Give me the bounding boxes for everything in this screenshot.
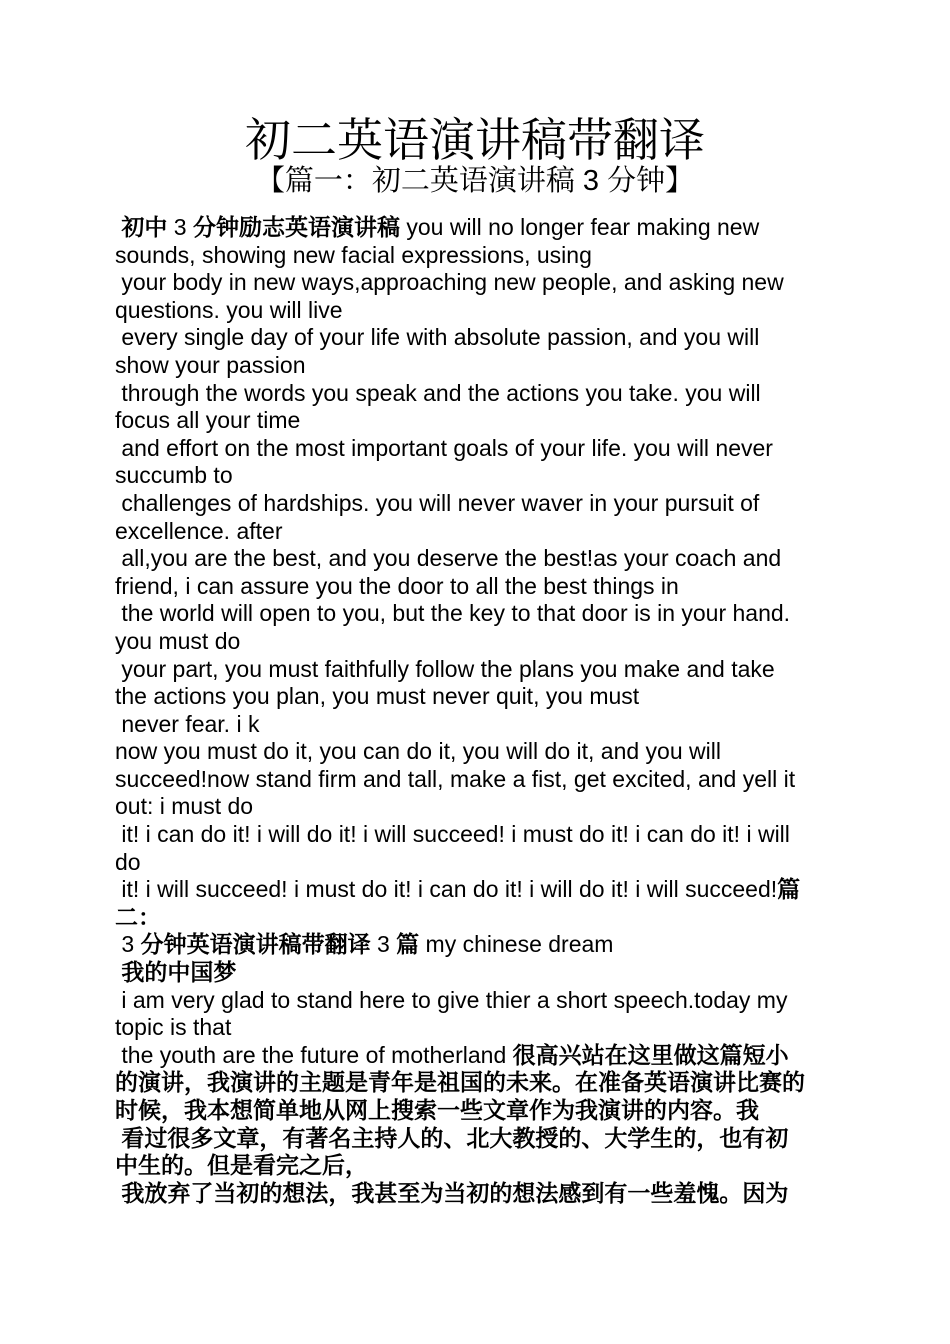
text-run: topic is that xyxy=(115,1014,232,1041)
text-line xyxy=(115,407,835,435)
text-line xyxy=(115,269,835,297)
text-run: your part, you must faithfully follow the plans you make and take xyxy=(115,655,775,682)
text-run: 3 xyxy=(167,214,193,240)
text-run: 看过很多文章，有著名主持人的、北大教授的、大学生的，也有初 xyxy=(115,1124,789,1151)
text-line xyxy=(115,793,835,821)
text-run: every single day of your life with absolute passion, and you will xyxy=(115,324,760,351)
text-line xyxy=(115,352,835,380)
text-line xyxy=(115,297,835,325)
text-line xyxy=(115,1180,835,1208)
text-run: 我的中国梦 xyxy=(121,959,237,986)
text-line xyxy=(115,876,835,904)
text-line xyxy=(115,683,835,711)
text-run: 的演讲，我演讲的主题是青年是祖国的未来。在准备英语演讲比赛的 xyxy=(115,1069,805,1096)
text-run: through the words you speak and the actions you take. you will xyxy=(115,379,761,406)
text-line xyxy=(115,380,835,408)
text-line xyxy=(115,849,835,877)
text-run: show your passion xyxy=(115,351,306,378)
text-run: the actions you plan, you must never quit, you must xyxy=(115,683,640,710)
text-line xyxy=(115,324,835,352)
text-line xyxy=(115,1069,835,1097)
text-line xyxy=(115,628,835,656)
text-run: friend, i can assure you the door to all the best things in xyxy=(115,572,679,599)
text-line xyxy=(115,435,835,463)
text-run: 中生的。但是看完之后， xyxy=(115,1152,368,1179)
text-run: sounds, showing new facial expressions, using xyxy=(115,241,592,268)
text-run: succeed!now stand firm and tall, make a fist, get excited, and yell it xyxy=(115,765,796,792)
text-run: 3 xyxy=(115,931,141,958)
text-run: 时候，我本想简单地从网上搜索一些文章作为我演讲的内容。我 xyxy=(115,1097,759,1123)
document-title: 初二英语演讲稿带翻译 xyxy=(245,114,705,166)
text-run: 分钟英语演讲稿带翻译 xyxy=(140,931,371,958)
text-line xyxy=(115,904,835,932)
text-run: the youth are the future of motherland xyxy=(115,1041,513,1068)
text-line xyxy=(115,242,835,270)
text-run: it! i can do it! i will do it! i will succeed! i must do it! i can do it! i will xyxy=(115,821,790,848)
text-line xyxy=(115,1042,835,1070)
text-line xyxy=(115,711,835,739)
text-line xyxy=(115,214,835,242)
text-run: 分钟励志英语演讲稿 xyxy=(192,214,400,240)
text-line xyxy=(115,959,835,987)
text-run: succumb to xyxy=(115,462,233,489)
text-line xyxy=(115,600,835,628)
text-run: 初中 xyxy=(121,214,168,240)
text-run: and effort on the most important goals of your life. you will never xyxy=(115,434,773,461)
text-run: 篇 xyxy=(777,876,801,903)
text-line xyxy=(115,1097,835,1125)
text-run: i am very glad to stand here to give thier a short speech.today my xyxy=(115,986,788,1013)
text-line xyxy=(115,1125,835,1153)
text-line xyxy=(115,462,835,490)
text-line xyxy=(115,931,835,959)
text-run: focus all your time xyxy=(115,407,301,434)
text-run: my chinese dream xyxy=(419,931,614,958)
text-line xyxy=(115,766,835,794)
text-run: do xyxy=(115,848,141,875)
text-run: you must do xyxy=(115,627,241,654)
text-line xyxy=(115,490,835,518)
text-run: excellence. after xyxy=(115,517,283,544)
text-run: 很高兴站在这里做这篇短小 xyxy=(512,1041,789,1068)
text-line xyxy=(115,545,835,573)
text-run: you will no longer fear making new xyxy=(399,214,760,240)
text-line xyxy=(115,821,835,849)
text-line xyxy=(115,656,835,684)
text-run: all,you are the best, and you deserve the best!as your coach and xyxy=(115,545,782,572)
text-run: the world will open to you, but the key to that door is in your hand. xyxy=(115,600,791,627)
text-run: questions. you will live xyxy=(115,296,343,323)
text-run: never fear. i k xyxy=(115,710,260,737)
text-run: 3 xyxy=(370,931,397,958)
text-line xyxy=(115,573,835,601)
text-line xyxy=(115,987,835,1015)
text-run: challenges of hardships. you will never waver in your pursuit of xyxy=(115,489,760,516)
text-run: out: i must do xyxy=(115,793,254,820)
document-body xyxy=(115,214,835,1207)
text-run: 我放弃了当初的想法，我甚至为当初的想法感到有一些羞愧。因为 xyxy=(115,1179,789,1206)
text-line xyxy=(115,1152,835,1180)
text-run: now you must do it, you can do it, you will do it, and you will xyxy=(115,738,721,765)
text-run: 篇 xyxy=(396,931,420,958)
text-run: your body in new ways,approaching new people, and asking new xyxy=(115,269,784,296)
document-subtitle: 【篇一：初二英语演讲稿 3 分钟】 xyxy=(255,165,695,197)
text-run: it! i will succeed! i must do it! i can do it! i will do it! i will succeed! xyxy=(115,876,778,903)
text-line xyxy=(115,1014,835,1042)
text-line xyxy=(115,518,835,546)
text-run: 二： xyxy=(115,903,161,930)
text-line xyxy=(115,738,835,766)
